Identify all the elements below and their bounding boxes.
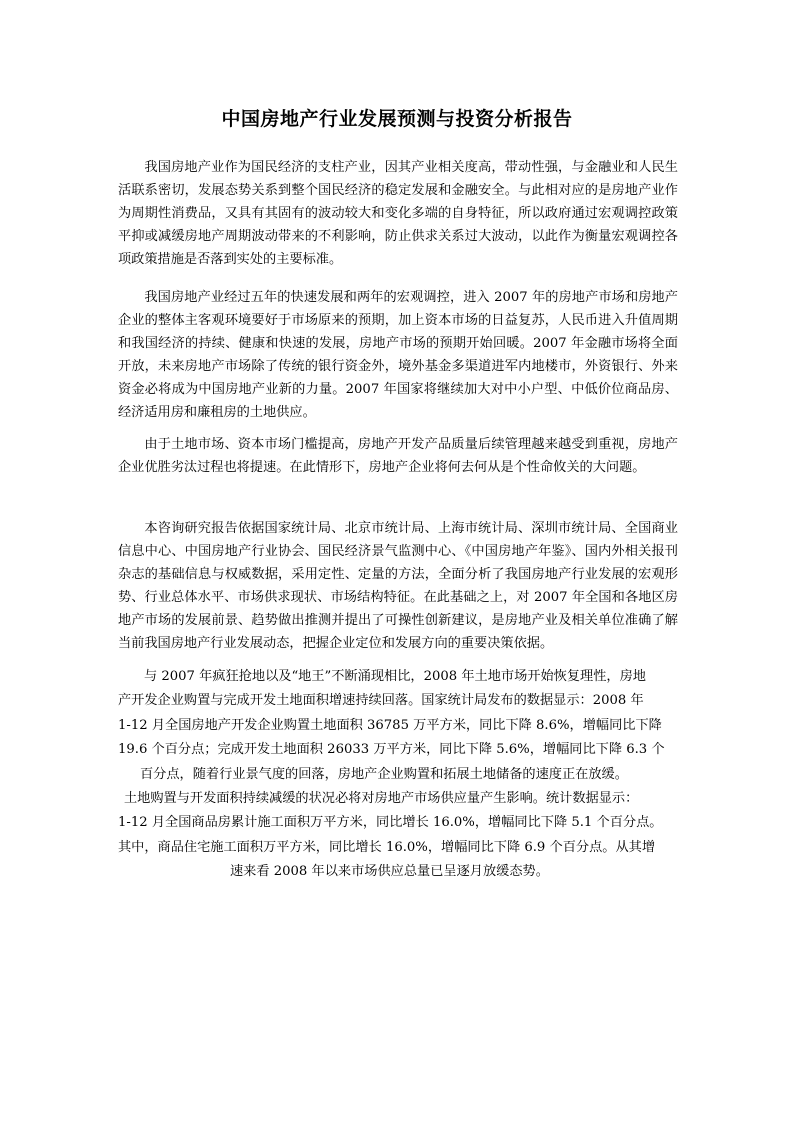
paragraph-market-outlook: 我国房地产业经过五年的快速发展和两年的宏观调控，进入 2007 年的房地产市场和房地产企业的整体主客观环境要好于市场原来的预期，加上资本市场的日益复苏，人民币进入升值周期和我国经济的持续、健康和快速的发展，房地产市场的预期开始回暖。2007 年金融市场将全面开放，未来房地产市场除了传统的银行资金外，境外基金多渠道进军内地楼市，外资银行、外来资金必将成为中国房地产业新的力量。2007 年国家将继续加大对中小户型、中低价位商品房、经济适用房和廉租房的土地供应。: [118, 290, 678, 420]
text-line: 产开发企业购置与完成开发土地面积增速持续回落。国家统计局发布的数据显示：2008 年: [118, 693, 644, 709]
paragraph-market-threshold: 由于土地市场、资本市场门槛提高，房地产开发产品质量后续管理越来越受到重视，房地产企业优胜劣汰过程也将提速。在此情形下，房地产企业将何去何从是个性命攸关的大问题。: [118, 437, 678, 475]
paragraph-report-basis: 本咨询研究报告依据国家统计局、北京市统计局、上海市统计局、深圳市统计局、全国商业信息中心、中国房地产行业协会、国民经济景气监测中心、《中国房地产年鉴》、国内外相关报刊杂志的基础信息与权威数据，采用定性、定量的方法，全面分析了我国房地产行业发展的宏观形势、行业总体水平、市场供求现状、市场结构特征。在此基础之上，对 2007 年全国和各地区房地产市场的发展前景、趋势做出推测并提出了可操性创新建议，是房地产业及相关单位准确了解当前我国房地产行业发展动态，把握企业定位和发展方向的重要决策依据。: [118, 521, 678, 651]
paragraph-land-market-data: [118, 665, 678, 885]
text-line: 1-12 月全国商品房累计施工面积万平方米，同比增长 16.0%，增幅同比下降 5.1 个百分点。: [118, 815, 663, 831]
paragraph-intro: 我国房地产业作为国民经济的支柱产业，因其产业相关度高，带动性强，与金融业和人民生活联系密切，发展态势关系到整个国民经济的稳定发展和金融安全。与此相对应的是房地产业作为周期性消费品，又具有其固有的波动较大和变化多端的自身特征，所以政府通过宏观调控政策平抑或减缓房地产周期波动带来的不利影响，防止供求关系过大波动，以此作为衡量宏观调控各项政策措施是否落到实处的主要标准。: [118, 160, 678, 267]
text-line: 其中，商品住宅施工面积万平方米，同比增长 16.0%，增幅同比下降 6.9 个百分点。从其增: [118, 839, 656, 855]
text-line: 19.6 个百分点；完成开发土地面积 26033 万平方米，同比下降 5.6%，增幅同比下降 6.3 个: [118, 742, 665, 758]
text-line: 土地购置与开发面积持续减缓的状况必将对房地产市场供应量产生影响。统计数据显示：: [124, 791, 639, 807]
text-line: 1-12 月全国房地产开发企业购置土地面积 36785 万平方米，同比下降 8.6%，增幅同比下降: [118, 717, 662, 733]
text-line: 速来看 2008 年以来市场供应总量已呈逐月放缓态势。: [230, 864, 549, 880]
text-line: 与 2007 年疯狂抢地以及“地王”不断涌现相比，2008 年土地市场开始恢复理性，房地: [144, 669, 646, 684]
document-title: 中国房地产行业发展预测与投资分析报告: [221, 108, 573, 130]
text-line: 百分点，随着行业景气度的回落，房地产企业购置和拓展土地储备的速度正在放缓。: [140, 766, 628, 782]
